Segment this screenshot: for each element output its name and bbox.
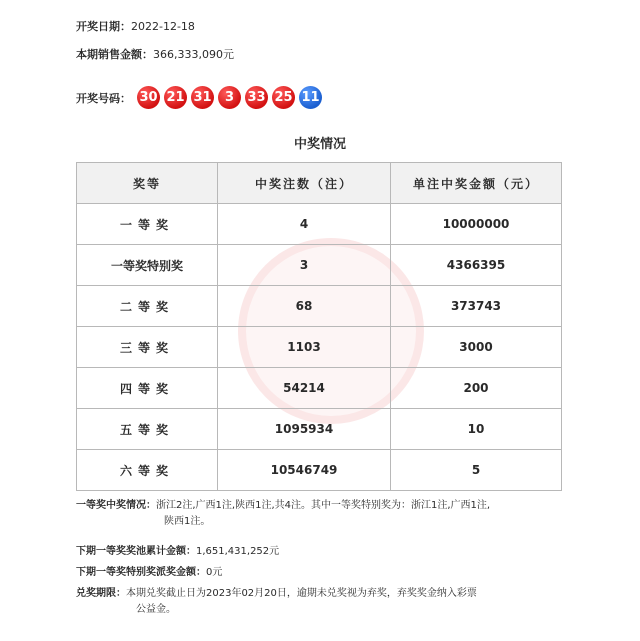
row-amount: 200 [391,368,562,409]
pool-value: 1,651,431,252元 [196,546,280,557]
first-prize-text-2: 陕西1注。 [164,516,211,527]
row-level: 二等奖 [77,286,218,327]
red-ball-3: 31 [191,86,214,109]
sales-value: 366,333,090元 [153,48,234,61]
deadline-info [76,586,566,618]
draw-date-label: 开奖日期： [76,20,131,33]
row-count: 1095934 [218,409,391,450]
red-ball-1: 30 [137,86,160,109]
red-ball-6: 25 [272,86,295,109]
table-row [77,286,562,327]
table-header-row [77,163,562,204]
table-row [77,245,562,286]
table-row [77,204,562,245]
special-value: 0元 [206,567,223,578]
red-ball-4: 3 [218,86,241,109]
row-count: 1103 [218,327,391,368]
row-count: 3 [218,245,391,286]
red-ball-5: 33 [245,86,268,109]
row-count: 68 [218,286,391,327]
row-count: 54214 [218,368,391,409]
row-level: 五等奖 [77,409,218,450]
special-info [76,565,566,581]
row-amount: 10 [391,409,562,450]
row-level: 六等奖 [77,450,218,491]
pool-info [76,544,566,560]
first-prize-info [76,498,566,530]
deadline-text-2: 公益金。 [136,604,176,615]
sales-label: 本期销售金额： [76,48,153,61]
table-row [77,327,562,368]
red-ball-2: 21 [164,86,187,109]
special-label: 下期一等奖特别奖派奖金额： [76,567,206,578]
pool-label: 下期一等奖奖池累计金额： [76,546,196,557]
row-count: 10546749 [218,450,391,491]
deadline-text-1: 本期兑奖截止日为2023年02月20日，逾期未兑奖视为弃奖，弃奖奖金纳入彩票 [126,588,477,599]
draw-date-value: 2022-12-18 [131,20,195,33]
row-amount: 3000 [391,327,562,368]
row-amount: 4366395 [391,245,562,286]
row-level: 三等奖 [77,327,218,368]
table-row [77,409,562,450]
header-amount: 单注中奖金额（元） [391,163,562,204]
row-amount: 5 [391,450,562,491]
winning-numbers [76,86,326,109]
row-level: 一等奖特别奖 [77,245,218,286]
draw-date-line [76,18,195,34]
numbers-label: 开奖号码： [76,91,131,105]
header-count: 中奖注数（注） [218,163,391,204]
table-title: 中奖情况 [293,137,346,152]
row-level: 四等奖 [77,368,218,409]
prize-table [76,162,562,491]
deadline-label: 兑奖期限： [76,588,126,599]
row-amount: 10000000 [391,204,562,245]
sales-line [76,46,234,62]
blue-ball: 11 [299,86,322,109]
row-level: 一等奖 [77,204,218,245]
row-amount: 373743 [391,286,562,327]
row-count: 4 [218,204,391,245]
table-row [77,450,562,491]
first-prize-text-1: 浙江2注,广西1注,陕西1注,共4注。其中一等奖特别奖为：浙江1注,广西1注, [156,500,491,511]
table-row [77,368,562,409]
first-prize-label: 一等奖中奖情况： [76,500,156,511]
header-level: 奖等 [77,163,218,204]
